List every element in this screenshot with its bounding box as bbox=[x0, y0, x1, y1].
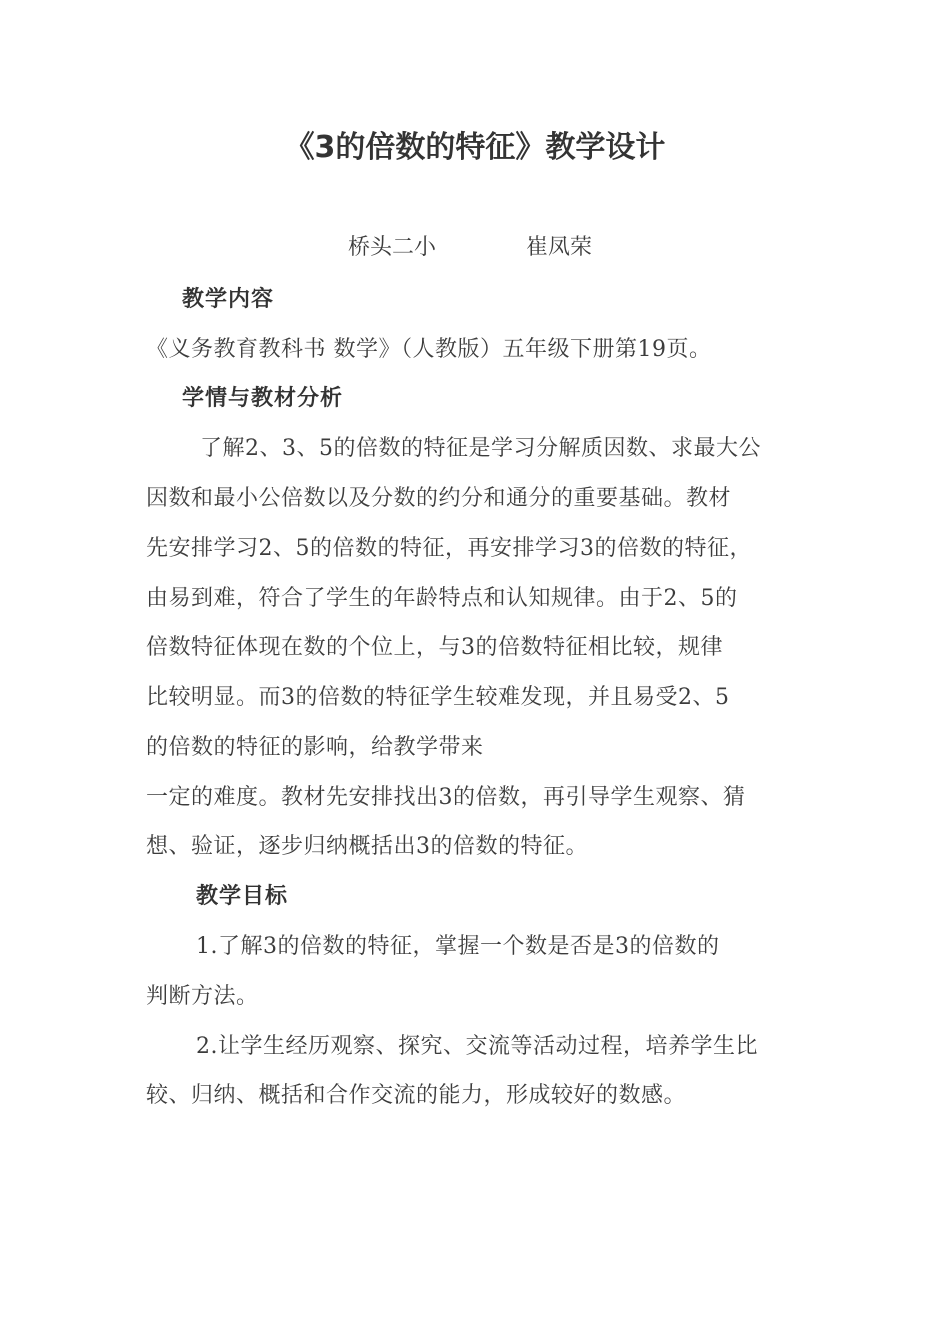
section-heading-goals: 教学目标 bbox=[196, 884, 289, 909]
analysis-line: 的倍数的特征的影响，给教学带来 bbox=[146, 735, 484, 760]
author-school: 桥头二小 bbox=[348, 235, 437, 260]
document-title: 《3的倍数的特征》教学设计 bbox=[284, 130, 666, 165]
goal-line: 判断方法。 bbox=[146, 984, 259, 1009]
author-name: 崔凤荣 bbox=[526, 235, 593, 260]
goal-line: 较、归纳、概括和合作交流的能力，形成较好的数感。 bbox=[146, 1083, 687, 1108]
section-heading-content: 教学内容 bbox=[182, 287, 275, 312]
analysis-line: 因数和最小公倍数以及分数的约分和通分的重要基础。教材 bbox=[146, 486, 732, 511]
analysis-line: 由易到难，符合了学生的年龄特点和认知规律。由于2、5的 bbox=[146, 586, 738, 611]
analysis-line: 一定的难度。教材先安排找出3的倍数，再引导学生观察、猜 bbox=[146, 785, 746, 810]
goal-line: 2.让学生经历观察、探究、交流等活动过程，培养学生比 bbox=[196, 1034, 758, 1059]
section-heading-analysis: 学情与教材分析 bbox=[182, 386, 344, 411]
analysis-line: 比较明显。而3的倍数的特征学生较难发现，并且易受2、5 bbox=[146, 685, 730, 710]
author-line bbox=[0, 230, 950, 266]
analysis-line: 想、验证，逐步归纳概括出3的倍数的特征。 bbox=[146, 834, 588, 859]
analysis-line: 先安排学习2、5的倍数的特征，再安排学习3的倍数的特征， bbox=[146, 536, 752, 561]
goal-line: 1.了解3的倍数的特征，掌握一个数是否是3的倍数的 bbox=[196, 934, 720, 959]
content-text: 《义务教育教科书 数学》（人教版）五年级下册第19页。 bbox=[146, 337, 712, 362]
analysis-line: 倍数特征体现在数的个位上，与3的倍数特征相比较，规律 bbox=[146, 635, 723, 660]
analysis-line: 了解2、3、5的倍数的特征是学习分解质因数、求最大公 bbox=[200, 436, 761, 461]
